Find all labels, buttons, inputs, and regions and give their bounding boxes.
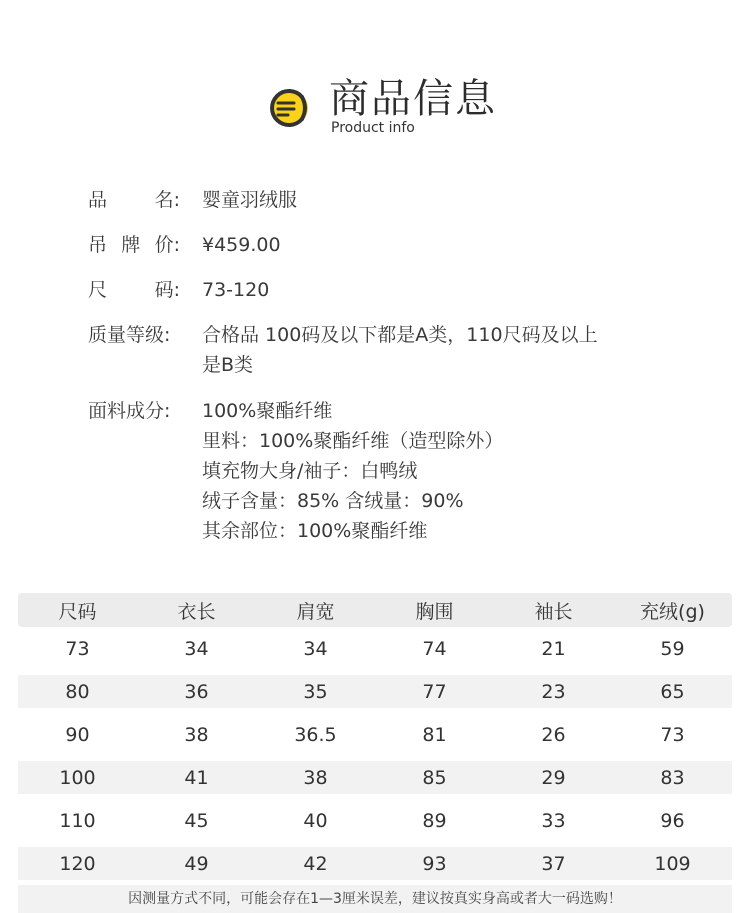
label-char: 尺 [88,279,108,301]
table-cell: 29 [541,766,566,789]
size-table [18,593,732,913]
table-cell: 81 [422,723,447,746]
table-cell: 34 [303,637,328,660]
table-cell: 36.5 [294,723,337,746]
table-cell: 38 [184,723,209,746]
table-cell: 23 [541,680,566,703]
table-header-cell: 充绒(g) [640,600,705,623]
table-cell: 85 [422,766,447,789]
table-cell: 34 [184,637,209,660]
table-row [18,627,732,670]
table-row [18,713,732,756]
table-cell: 110 [59,809,96,832]
table-header-cell: 尺码 [58,600,97,623]
table-header-cell: 肩宽 [296,600,335,623]
info-value-line: 其余部位：100%聚酯纤维 [202,520,428,542]
table-cell: 35 [303,680,328,703]
table-cell: 26 [541,723,566,746]
table-cell: 120 [59,852,96,875]
table-header-cell: 衣长 [177,600,216,623]
table-cell: 73 [660,723,685,746]
product-info [88,185,708,546]
table-row [18,761,732,794]
table-cell: 21 [541,637,566,660]
table-cell: 96 [660,809,685,832]
table-row [18,675,732,708]
page-subtitle: Product info [331,120,415,136]
info-value-line: 填充物大身/袖子：白鸭绒 [202,460,418,482]
label-char: 品 [88,189,108,211]
table-cell: 77 [422,680,447,703]
info-row-grade [88,320,708,396]
table-cell: 89 [422,809,447,832]
info-row-name [88,185,708,230]
table-cell: 93 [422,852,447,875]
table-header-cell: 胸围 [415,600,454,623]
info-row-size [88,275,708,320]
table-row [18,847,732,880]
table-cell: 73 [65,637,90,660]
info-value-price: ¥459.00 [202,234,281,256]
table-cell: 40 [303,809,328,832]
info-value-line: 里料：100%聚酯纤维（造型除外） [202,430,504,452]
document-list-icon [264,84,312,132]
table-cell: 65 [660,680,685,703]
info-value-line: 合格品 100码及以下都是A类，110尺码及以上 [202,324,598,346]
label-char: 牌 [121,234,141,256]
page-title: 商品信息 [329,76,497,122]
info-value-line: 是B类 [202,354,254,376]
table-cell: 37 [541,852,566,875]
info-row-material [88,396,708,546]
table-cell: 59 [660,637,685,660]
label-char: 吊 [88,234,108,256]
table-cell: 41 [184,766,209,789]
table-cell: 33 [541,809,566,832]
table-cell: 38 [303,766,328,789]
table-cell: 90 [65,723,90,746]
table-header-row [18,593,732,627]
info-label-grade: 质量等级: [88,324,171,346]
table-cell: 80 [65,680,90,703]
label-char: 价: [154,234,180,256]
table-cell: 109 [654,852,691,875]
table-cell: 36 [184,680,209,703]
info-value-line: 绒子含量：85% 含绒量：90% [202,490,464,512]
info-row-price [88,230,708,275]
table-cell: 42 [303,852,328,875]
table-cell: 74 [422,637,447,660]
info-value-line: 100%聚酯纤维 [202,400,333,422]
table-row [18,799,732,842]
table-cell: 49 [184,852,209,875]
table-cell: 83 [660,766,685,789]
info-value-size: 73-120 [202,279,270,301]
table-cell: 100 [59,766,96,789]
info-value-name: 婴童羽绒服 [202,189,298,211]
table-header-cell: 袖长 [534,600,573,623]
info-label-material: 面料成分: [88,400,171,422]
label-char: 名: [154,189,180,211]
table-cell: 45 [184,809,209,832]
measurement-note: 因测量方式不同，可能会存在1—3厘米误差，建议按真实身高或者大一码选购！ [18,885,732,913]
label-char: 码: [154,279,180,301]
